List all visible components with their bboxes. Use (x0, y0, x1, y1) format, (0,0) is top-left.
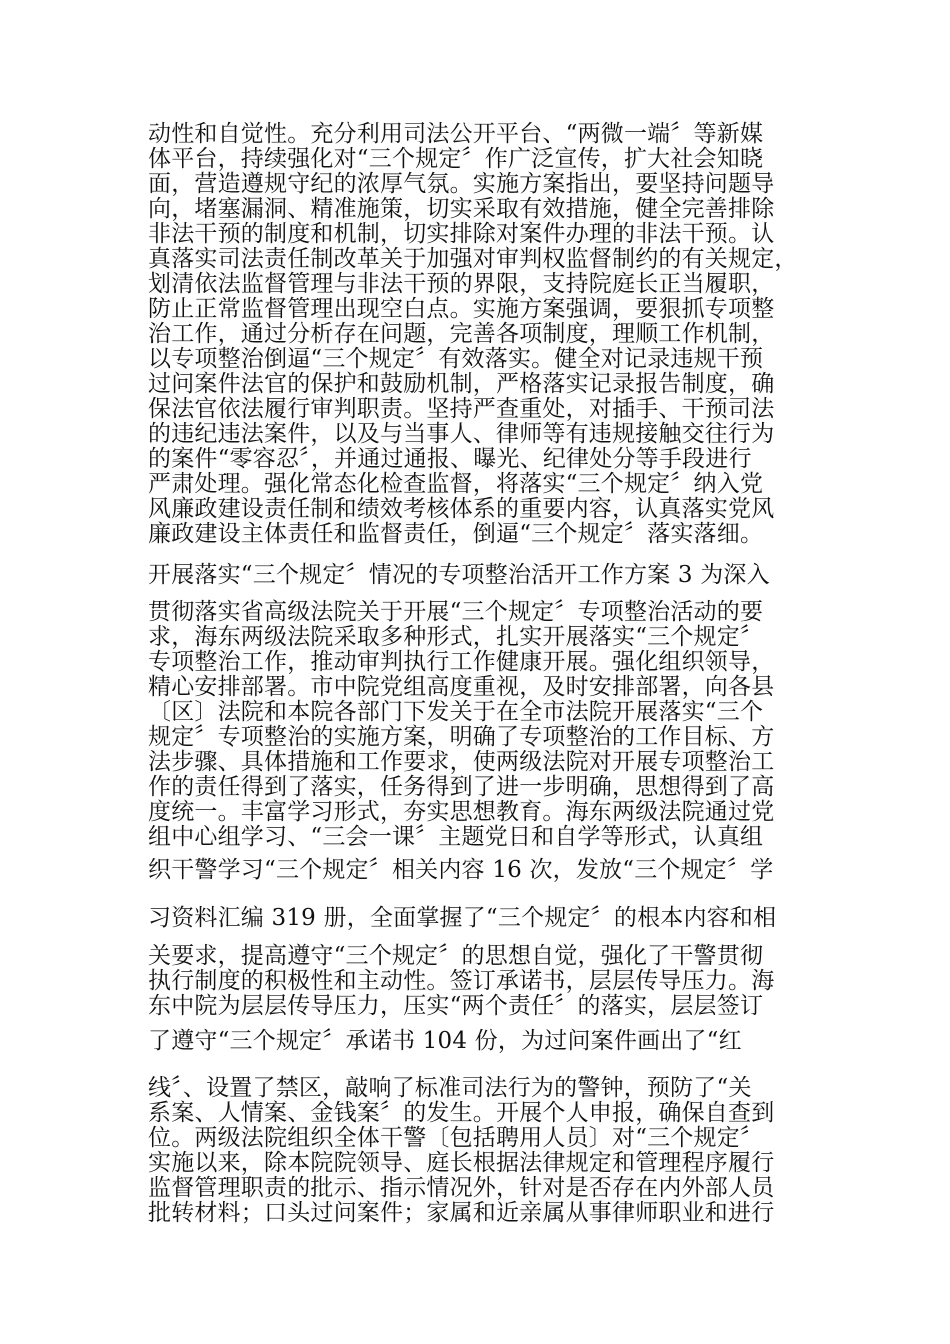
text-line: 专项整治工作，推动审判执行工作健康开展。强化组织领导， (148, 649, 775, 675)
text-line: 真落实司法责任制改革关于加强对审判权监督制约的有关规定， (148, 246, 798, 272)
text-line: 批转材料；口头过问案件；家属和近亲属从事律师职业和进行 (148, 1200, 775, 1226)
text-line: 严肃处理。强化常态化检查监督，将落实“三个规定〞纳入党 (148, 471, 764, 497)
paragraph-organization-leadership (148, 600, 828, 850)
text-line: 法步骤、具体措施和工作要求，使两级法院对开展专项整治工 (148, 749, 775, 775)
text-line: 求，海东两级法院采取多种形式，扎实开展落实“三个规定〞 (148, 624, 764, 650)
paragraph-responsibility (148, 944, 828, 1019)
paragraph-implementation-plan (148, 122, 828, 547)
text-line: 位。两级法院组织全体干警〔包括聘用人员〕对“三个规定〞 (148, 1125, 764, 1151)
text-line: 风廉政建设责任制和绩效考核体系的重要内容，认真落实党风 (148, 496, 775, 522)
text-line: 织干警学习“三个规定〞相关内容 16 次，发放“三个规定〞学 (148, 857, 774, 883)
text-line: 以专项整治倒逼“三个规定〞有效落实。健全对记录违规干预 (148, 346, 764, 372)
paragraph-section-heading (148, 563, 828, 588)
text-line: 过问案件法官的保护和鼓励机制，严格落实记录报告制度，确 (148, 371, 775, 397)
paragraph-pledge-count (148, 1029, 828, 1054)
text-line: 治工作，通过分析存在问题，完善各项制度，理顺工作机制， (148, 321, 775, 347)
text-line: 关要求，提高遵守“三个规定〞的思想自觉，强化了干警贯彻 (148, 943, 764, 969)
text-line: 体平台，持续强化对“三个规定〞作广泛宣传，扩大社会知晓 (148, 146, 764, 172)
text-line: 组中心组学习、“三会一课〞主题党日和自学等形式，认真组 (148, 824, 764, 850)
paragraph-self-report (148, 1076, 828, 1226)
text-line: 精心安排部署。市中院党组高度重视，及时安排部署，向各县 (148, 674, 775, 700)
text-line: 贯彻落实省高级法院关于开展“三个规定〞专项整治活动的要 (148, 599, 764, 625)
paragraph-materials-count (148, 906, 828, 931)
text-line: 规定〞专项整治的实施方案，明确了专项整治的工作目标、方 (148, 724, 775, 750)
text-line: 监督管理职责的批示、指示情况外，针对是否存在内外部人员 (148, 1175, 775, 1201)
text-line: 防止正常监督管理出现空白点。实施方案强调，要狠抓专项整 (148, 296, 775, 322)
paragraph-study-count (148, 858, 828, 883)
text-line: 实施以来，除本院院领导、庭长根据法律规定和管理程序履行 (148, 1150, 775, 1176)
text-line: 的案件“零容忍〞，并通过通报、曝光、纪律处分等手段进行 (148, 446, 752, 472)
text-line: 了遵守“三个规定〞承诺书 104 份，为过问案件画出了“红 (148, 1028, 742, 1054)
text-line: 开展落实“三个规定〞情况的专项整治活开工作方案 3 为深入 (148, 562, 770, 588)
text-line: 面，营造遵规守纪的浓厚气氛。实施方案指出，要坚持问题导 (148, 171, 775, 197)
text-line: 非法干预的制度和机制，切实排除对案件办理的非法干预。认 (148, 221, 775, 247)
text-line: 〔区〕法院和本院各部门下发关于在全市法院开展落实“三个 (148, 699, 764, 725)
text-line: 动性和自觉性。充分利用司法公开平台、“两微一端〞等新媒 (148, 121, 764, 147)
text-line: 东中院为层层传导压力，压实“两个责任〞的落实，层层签订 (148, 993, 764, 1019)
text-line: 向，堵塞漏洞、精准施策，切实采取有效措施，健全完善排除 (148, 196, 775, 222)
text-line: 保法官依法履行审判职责。坚持严查重处，对插手、干预司法 (148, 396, 775, 422)
text-line: 作的责任得到了落实，任务得到了进一步明确，思想得到了高 (148, 774, 775, 800)
text-line: 划清依法监督管理与非法干预的界限，支持院庭长正当履职， (148, 271, 775, 297)
text-line: 系案、人情案、金钱案〞的发生。开展个人申报，确保自查到 (148, 1100, 775, 1126)
text-line: 习资料汇编 319 册，全面掌握了“三个规定〞的根本内容和相 (148, 905, 777, 931)
text-line: 度统一。丰富学习形式，夯实思想教育。海东两级法院通过党 (148, 799, 775, 825)
text-line: 廉政建设主体责任和监督责任，倒逼“三个规定〞落实落细。 (148, 521, 764, 547)
text-line: 执行制度的积极性和主动性。签订承诺书，层层传导压力。海 (148, 968, 775, 994)
text-line: 的违纪违法案件，以及与当事人、律师等有违规接触交往行为 (148, 421, 775, 447)
text-line: 线〞、设置了禁区，敲响了标准司法行为的警钟，预防了“关 (148, 1075, 752, 1101)
